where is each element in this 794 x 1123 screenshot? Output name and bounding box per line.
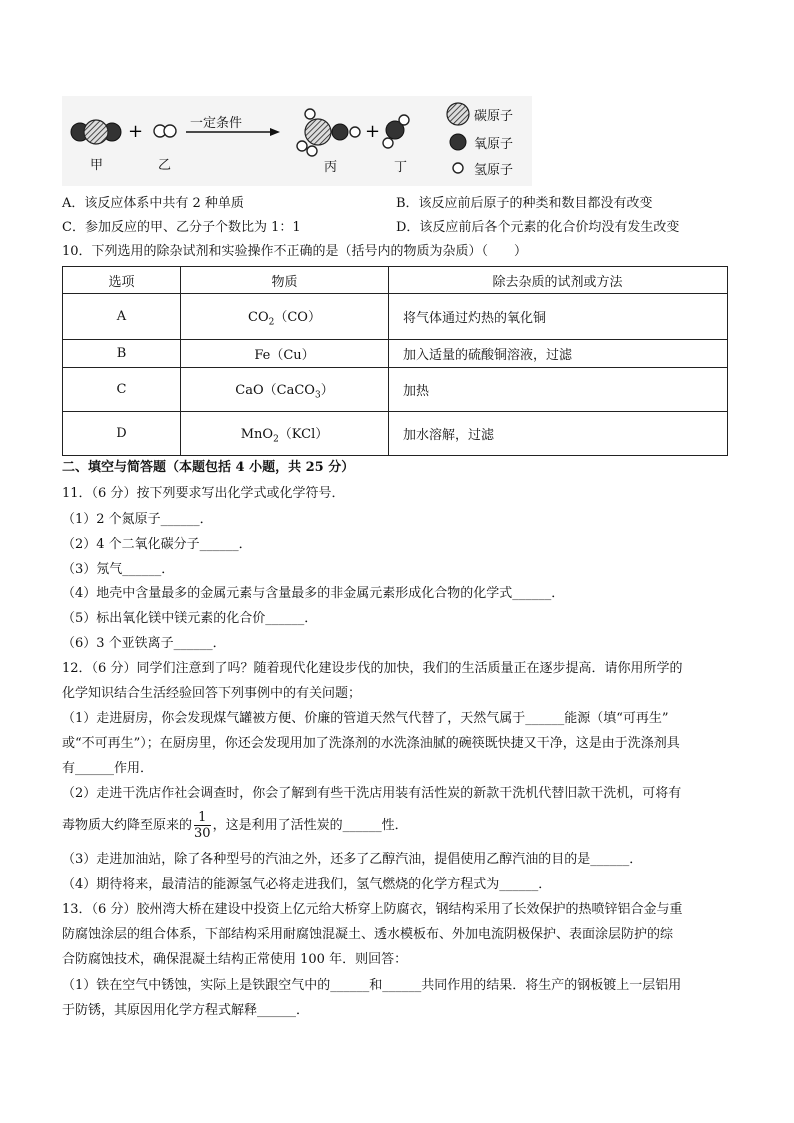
section-title: 二、填空与简答题（本题包括 4 小题，共 25 分）	[62, 460, 355, 475]
q12-line-9: （4）期待将来，最清洁的能源氢气必将走进我们，氢气燃烧的化学方程式为______．	[62, 877, 552, 892]
q12-line-8: （3）走进加油站，除了各种型号的汽油之外，还多了乙醇汽油，提倡使用乙醇汽油的目的是______．	[62, 852, 643, 867]
legend-hydrogen-label: 氢原子	[474, 163, 514, 178]
label-yi: 乙	[158, 158, 172, 173]
row-c-option: C	[63, 368, 181, 412]
legend-carbon-label: 碳原子	[474, 109, 514, 124]
q11-item-1: （1）2 个氮原子______．	[62, 512, 213, 527]
header-substance: 物质	[181, 267, 389, 294]
q12-line-2: 化学知识结合生活经验回答下列事例中的有关问题；	[62, 686, 362, 701]
q12-line-3: （1）走进厨房，你会发现煤气罐被方便、价廉的管道天然气代替了，天然气属于______能源（填“可再生”	[62, 711, 669, 726]
q13-line-5: 于防锈，其原因用化学方程式解释______．	[62, 1003, 310, 1018]
row-b-method: 加入适量的硫酸铜溶液，过滤	[389, 340, 728, 368]
row-a-method: 将气体通过灼热的氧化铜	[389, 294, 728, 340]
header-option: 选项	[63, 267, 181, 294]
q11-item-3: （3）氖气______．	[62, 562, 175, 577]
reaction-diagram	[62, 96, 532, 186]
row-b-substance: Fe（Cu）	[181, 340, 389, 368]
table-row	[63, 368, 728, 412]
q11-item-5: （5）标出氧化镁中镁元素的化合价______．	[62, 611, 318, 626]
fraction	[194, 810, 211, 841]
label-jia: 甲	[90, 158, 104, 173]
molecule-ding	[383, 115, 409, 148]
header-method: 除去杂质的试剂或方法	[389, 267, 728, 294]
q11-stem: 11．（6 分）按下列要求写出化学式或化学符号．	[62, 486, 345, 501]
q11-item-6: （6）3 个亚铁离子______．	[62, 636, 226, 651]
molecule-yi	[154, 125, 176, 137]
q12-line-4: 或“不可再生”）；在厨房里，你还会发现用加了洗涤剂的水洗涤油腻的碗筷既快捷又干净，这是由于洗涤剂具	[62, 736, 680, 751]
molecule-bing	[297, 109, 360, 156]
q13-line-2: 防腐蚀涂层的组合体系，下部结构采用耐腐蚀混凝土、透水模板布、外加电流阴极保护、表面涂层防护的综	[62, 927, 674, 942]
row-d-option: D	[63, 412, 181, 456]
plus-sign-2: +	[365, 121, 381, 142]
fraction-denominator: 30	[194, 826, 211, 841]
molecule-jia	[71, 120, 121, 144]
table-row	[63, 412, 728, 456]
q13-line-4: （1）铁在空气中锈蚀，实际上是铁跟空气中的______和______共同作用的结果．将生产的钢板镀上一层铝用	[62, 978, 682, 993]
q9-option-d: D．该反应前后各个元素的化合价均没有发生改变	[396, 220, 680, 235]
q13-line-1: 13．（6 分）胶州湾大桥在建设中投资上亿元给大桥穿上防腐衣，钢结构采用了长效保护的热喷锌铝合金与重	[62, 902, 683, 917]
legend-carbon-icon	[447, 103, 469, 125]
q11-item-2: （2）4 个二氧化碳分子______．	[62, 537, 252, 552]
legend-hydrogen-icon	[453, 163, 463, 173]
reaction-svg	[62, 96, 532, 186]
arrow-head-icon	[270, 128, 280, 136]
row-b-option: B	[63, 340, 181, 368]
reaction-condition: 一定条件	[190, 116, 243, 131]
row-c-substance: CaO（CaCO$_3$）	[181, 368, 389, 412]
q12-line-7	[62, 810, 408, 842]
label-ding: 丁	[394, 160, 408, 175]
legend-oxygen-icon	[450, 134, 466, 150]
row-d-method: 加水溶解，过滤	[389, 412, 728, 456]
q9-option-b: B．该反应前后原子的种类和数目都没有改变	[396, 196, 653, 211]
row-d-substance: MnO$_2$（KCl）	[181, 412, 389, 456]
q13-line-3: 合防腐蚀技术，确保混凝土结构正常使用 100 年．则回答：	[62, 952, 408, 967]
q12-line-6: （2）走进干洗店作社会调查时，你会了解到有些干洗店用装有活性炭的新款干洗机代替旧款干洗机，可将有	[62, 786, 682, 801]
fraction-numerator: 1	[198, 810, 207, 825]
q12-line-7b: ，这是利用了活性炭的______性．	[212, 818, 408, 833]
q12-line-1: 12．（6 分）同学们注意到了吗？随着现代化建设步伐的加快，我们的生活质量正在逐步提高．请你用所学的	[62, 661, 683, 676]
q9-option-a: A．该反应体系中共有 2 种单质	[62, 196, 244, 211]
legend-oxygen-label: 氧原子	[474, 137, 514, 152]
row-a-option: A	[63, 294, 181, 340]
q10-table	[62, 266, 728, 456]
q9-option-c: C．参加反应的甲、乙分子个数比为 1：1	[62, 220, 301, 235]
q12-line-7a: 毒物质大约降至原来的	[62, 818, 193, 833]
table-row	[63, 340, 728, 368]
q10-stem: 10．下列选用的除杂试剂和实验操作不正确的是（括号内的物质为杂质）（ ）	[62, 244, 528, 259]
row-a-substance: $CO_2(CO)$	[181, 294, 389, 340]
table-header-row	[63, 267, 728, 294]
q12-line-5: 有______作用．	[62, 761, 154, 776]
row-c-method: 加热	[389, 368, 728, 412]
plus-sign-1: +	[128, 121, 144, 142]
q11-item-4: （4）地壳中含量最多的金属元素与含量最多的非金属元素形成化合物的化学式______．	[62, 586, 565, 601]
label-bing: 丙	[324, 160, 338, 175]
table-row	[63, 294, 728, 340]
